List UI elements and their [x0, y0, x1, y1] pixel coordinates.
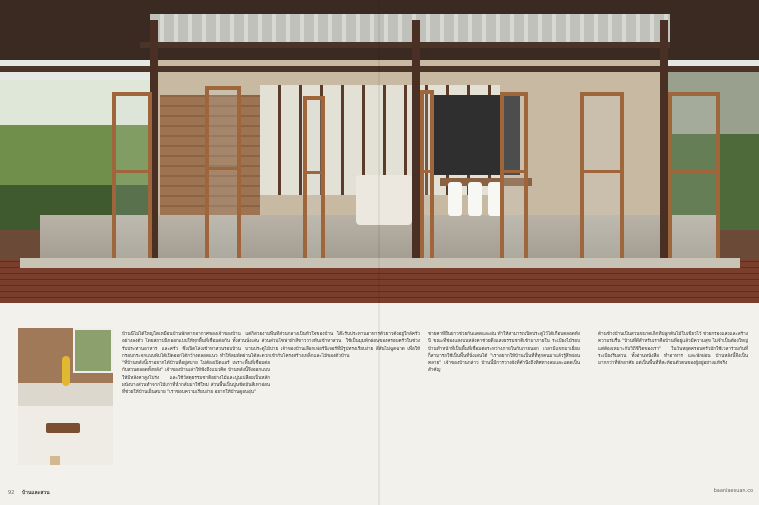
article-paragraph: พื้นที่ส่วนกลางเป็นหัวใจของบ้าน โต๊ะรับประทานอาหารตัวยาวตั้งอยู่ใกล้ครัว ส่วนโซฟาผ้าสีขาววางหันเข้าหาสวน ใช้เป็นมุมพักผ่อนของครอบครัวในช่วงบ่าย เจ้าของบ้านเลือกเฟอร์นิเจอร์ที่มีรูปทรงเรียบง่าย สีสันไม่ฉูดฉาด เพื่อให้เข้ากับโครงสร้างเหล็กและไม้ของตัวบ้าน	[270, 332, 420, 359]
photo-post	[412, 20, 420, 268]
photo-beam	[140, 42, 670, 48]
photo-folding-door	[303, 96, 325, 262]
article-column-3	[428, 331, 580, 481]
photo-folding-door	[668, 92, 720, 264]
article-paragraph: ด้านข้างบ้านเป็นสวนขนาดเล็กที่ปลูกต้นไม้ใบเขียวไว้ ช่วยกรองแสงและสร้างความร่มรื่น "บ้านที่ดีสำหรับเราคือบ้านที่อยู่แล้วมีความสุข ไม่จำเป็นต้องใหญ่ แต่ต้องเหมาะกับวิถีชีวิตของเรา" ในวันหยุดครอบครัวมักใช้เวลาร่วมกันที่ระเบียงริมสวน ทั้งอ่านหนังสือ ทำอาหาร และพักผ่อน บ้านหลังนี้จึงเป็นมากกว่าที่พักอาศัย แต่เป็นพื้นที่ที่สะท้อนตัวตนของผู้อยู่อย่างแท้จริง	[598, 332, 748, 367]
photo-chair	[468, 182, 482, 216]
footer-left	[8, 489, 50, 497]
inset-flower	[62, 356, 70, 386]
page-number: 92	[8, 490, 15, 496]
photo-post	[660, 20, 668, 268]
inset-table	[18, 406, 113, 465]
photo-folding-door	[205, 86, 241, 266]
site-url: baanlaesuan.co	[713, 488, 753, 494]
photo-chair	[448, 182, 462, 216]
inset-glass	[50, 456, 60, 465]
photo-skylight	[150, 14, 670, 44]
magazine-brand: บ้านและสวน	[21, 490, 50, 496]
article-column-4	[598, 331, 748, 481]
inset-window	[73, 328, 113, 373]
photo-folding-door	[500, 92, 528, 264]
article-paragraph: ชายคาที่ยื่นยาวช่วยกันแดดและฝน ทำให้สามารถเปิดประตูไว้ได้เกือบตลอดทั้งปี ขณะที่ช่องแสงบนหลังคาช่วยดึงแสงธรรมชาติเข้ามาภายใน ระเบียงไม้รอบบ้านทำหน้าที่เป็นพื้นที่เชื่อมต่อระหว่างภายในกับภายนอก เวลามีแขกมาเยี่ยมก็สามารถใช้เป็นพื้นที่นั่งเล่นได้ "เราอยากให้บ้านเป็นที่ที่ทุกคนมาแล้วรู้สึกผ่อนคลาย" เจ้าของบ้านกล่าว บ้านนี้มีการวางผังที่คำนึงถึงทิศทางลมและแดดเป็นสำคัญ	[428, 332, 580, 374]
article-column-2	[270, 331, 420, 481]
article-paragraph: บ้านนี้ไม่ได้ใหญ่โตเหมือนบ้านพักตากอากาศของเจ้าของบ้าน แต่ก็สวยงามอย่างลงตัว โดยสถาปนิกออกแบบให้ทุกพื้นที่เชื่อมต่อกัน ทั้งส่วนนั่งเล่น ส่วนรับประทานอาหาร และครัว ซึ่งเปิดโล่งเข้าหาสวนรอบบ้าน บานประตูไม้กรอบกระจกแบบพับได้เปิดออกได้กว้างตลอดแนว ทำให้ลมพัดผ่านได้สะดวก "ที่บ้านหลังนี้เราอยากได้บ้านที่อยู่สบาย ไม่ต้องเปิดแอร์ เพราะพื้นที่เชื่อมต่อกับสวนตลอดทั้งหลัง" เจ้าของบ้านเล่าให้ฟังถึงแนวคิด บ้านหลังนี้จึงออกแบบให้มีหลังคาสูงโปร่ง และใช้วัสดุธรรมชาติอย่างไม้และปูนเปลือยเป็นหลัก ผนังบางส่วนทำจากไม้เก่าที่นำกลับมาใช้ใหม่ ส่วนพื้นเป็นปูนขัดมันสีเทาอ่อนที่ช่วยให้บ้านเย็นสบาย "เราชอบความเรียบง่าย อยากให้บ้านดูอบอุ่น"	[122, 332, 270, 396]
inset-tray	[46, 423, 80, 433]
article-column-1	[122, 331, 270, 481]
photo-concrete-edge	[20, 258, 740, 268]
inset-photo	[18, 328, 113, 465]
photo-folding-door	[580, 92, 624, 264]
photo-folding-door	[420, 90, 434, 266]
photo-folding-door	[112, 92, 152, 264]
photo-sofa	[356, 175, 412, 225]
footer-right	[714, 488, 753, 494]
